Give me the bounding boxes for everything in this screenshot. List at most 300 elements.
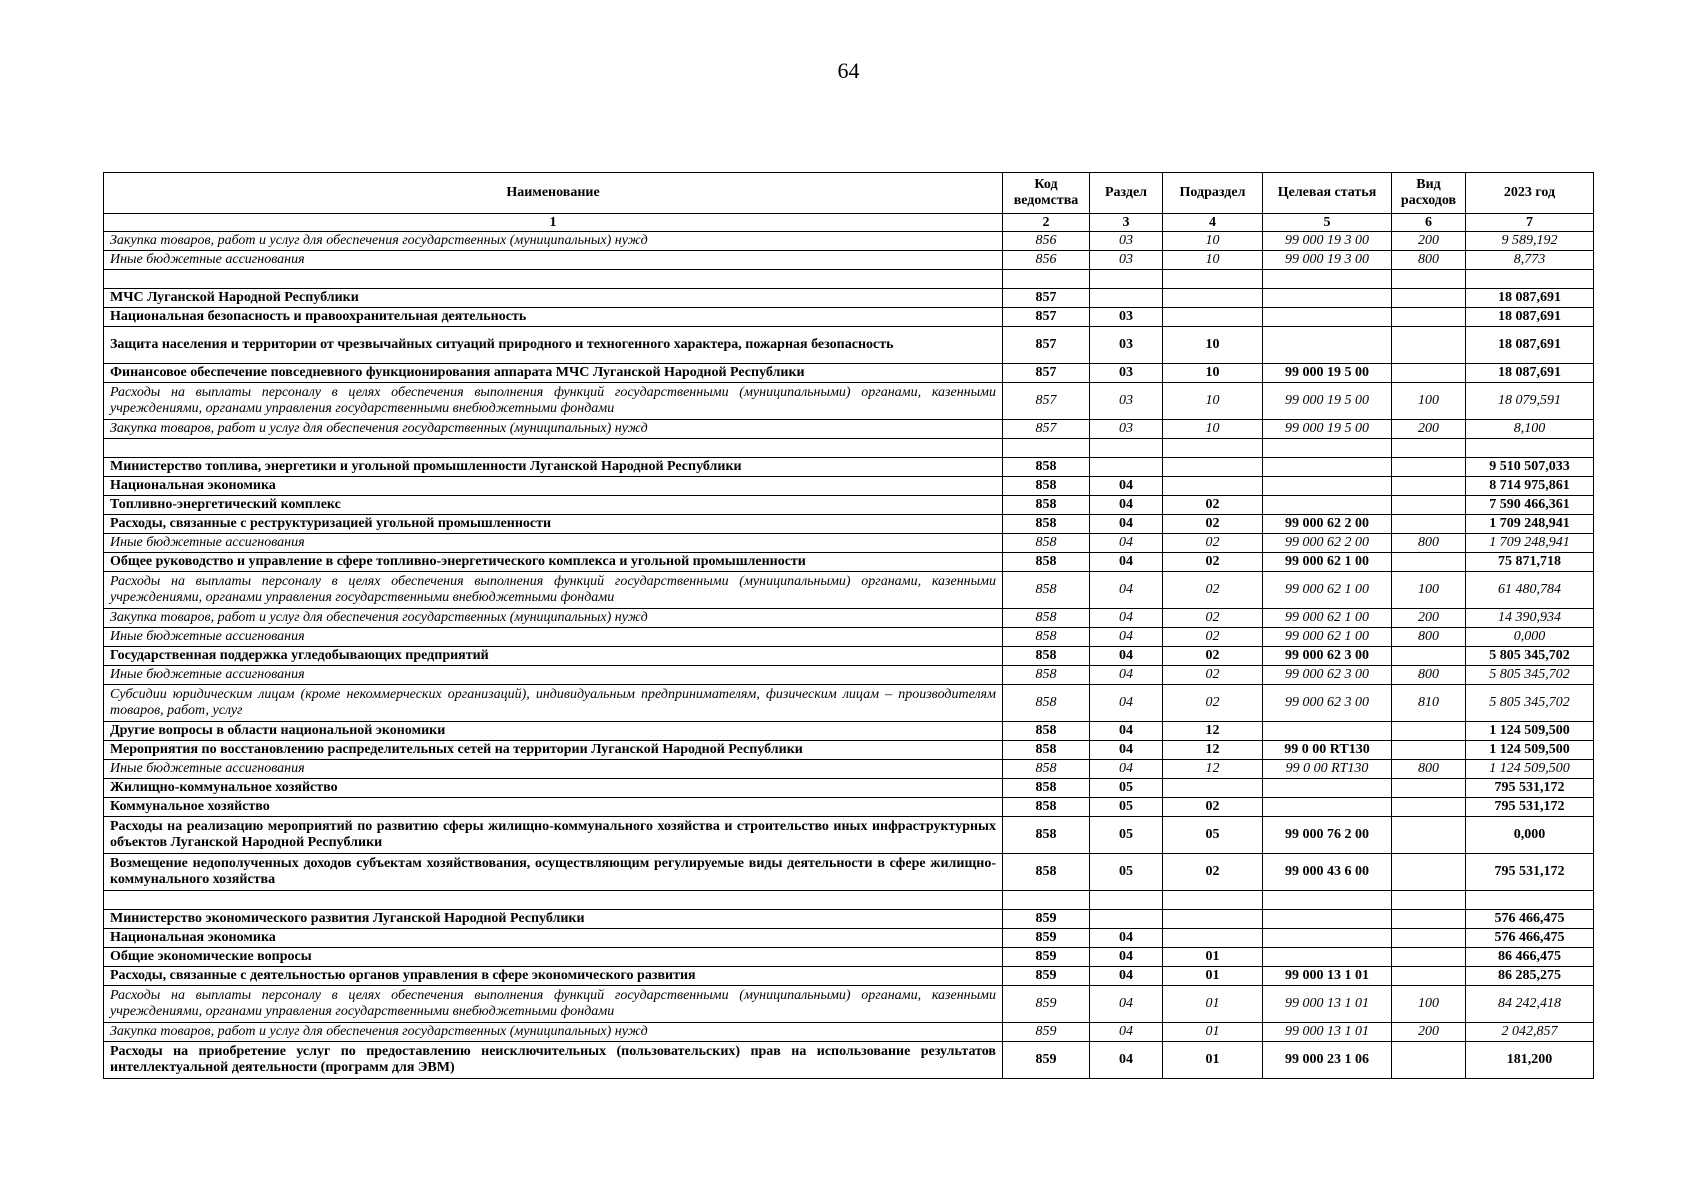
row-code: 857 — [1003, 383, 1090, 420]
row-amount: 9 510 507,033 — [1466, 458, 1594, 477]
row-target: 99 000 19 5 00 — [1263, 383, 1392, 420]
row-expense-type — [1392, 458, 1466, 477]
row-subsection: 10 — [1163, 232, 1263, 251]
row-code: 858 — [1003, 666, 1090, 685]
row-name: Закупка товаров, работ и услуг для обеспечения государственных (муниципальных) нужд — [104, 1023, 1003, 1042]
row-amount: 75 871,718 — [1466, 553, 1594, 572]
row-section: 04 — [1090, 685, 1163, 722]
row-section: 04 — [1090, 722, 1163, 741]
header-subsection: Подраздел — [1163, 173, 1263, 214]
row-target — [1263, 779, 1392, 798]
row-amount: 181,200 — [1466, 1042, 1594, 1079]
row-code: 858 — [1003, 647, 1090, 666]
row-target — [1263, 289, 1392, 308]
table-row — [104, 910, 1594, 929]
row-name: Иные бюджетные ассигнования — [104, 534, 1003, 553]
row-subsection: 02 — [1163, 515, 1263, 534]
row-code: 857 — [1003, 420, 1090, 439]
row-subsection: 01 — [1163, 948, 1263, 967]
row-name: Национальная экономика — [104, 477, 1003, 496]
row-name: Министерство топлива, энергетики и угольной промышленности Луганской Народной Республики — [104, 458, 1003, 477]
table-row — [104, 666, 1594, 685]
row-expense-type: 100 — [1392, 383, 1466, 420]
column-number: 3 — [1090, 214, 1163, 232]
row-expense-type — [1392, 515, 1466, 534]
row-name: Закупка товаров, работ и услуг для обеспечения государственных (муниципальных) нужд — [104, 609, 1003, 628]
row-subsection: 12 — [1163, 722, 1263, 741]
row-code: 858 — [1003, 741, 1090, 760]
row-subsection: 02 — [1163, 798, 1263, 817]
row-target: 99 000 62 2 00 — [1263, 515, 1392, 534]
row-amount: 7 590 466,361 — [1466, 496, 1594, 515]
row-amount — [1466, 891, 1594, 910]
row-expense-type — [1392, 967, 1466, 986]
row-section: 03 — [1090, 232, 1163, 251]
row-subsection: 02 — [1163, 572, 1263, 609]
row-subsection — [1163, 910, 1263, 929]
row-amount: 5 805 345,702 — [1466, 647, 1594, 666]
row-amount: 8,773 — [1466, 251, 1594, 270]
row-code: 856 — [1003, 251, 1090, 270]
row-amount: 5 805 345,702 — [1466, 666, 1594, 685]
column-number: 5 — [1263, 214, 1392, 232]
row-expense-type — [1392, 327, 1466, 364]
row-section — [1090, 439, 1163, 458]
row-section: 04 — [1090, 553, 1163, 572]
row-name: Национальная безопасность и правоохранительная деятельность — [104, 308, 1003, 327]
row-amount: 18 087,691 — [1466, 289, 1594, 308]
row-subsection: 02 — [1163, 647, 1263, 666]
row-section: 04 — [1090, 967, 1163, 986]
row-subsection: 02 — [1163, 628, 1263, 647]
row-section — [1090, 458, 1163, 477]
row-subsection: 02 — [1163, 534, 1263, 553]
row-name: Коммунальное хозяйство — [104, 798, 1003, 817]
row-name: Расходы на выплаты персоналу в целях обеспечения выполнения функций государственными (муниципальными) органами, казенными учреждениями, органами управления государственными внебюджетными фондами — [104, 572, 1003, 609]
row-expense-type — [1392, 798, 1466, 817]
row-expense-type: 810 — [1392, 685, 1466, 722]
row-amount: 18 087,691 — [1466, 327, 1594, 364]
row-expense-type: 200 — [1392, 1023, 1466, 1042]
table-row — [104, 364, 1594, 383]
row-expense-type — [1392, 891, 1466, 910]
row-expense-type: 800 — [1392, 666, 1466, 685]
row-subsection: 02 — [1163, 666, 1263, 685]
row-section: 04 — [1090, 760, 1163, 779]
row-subsection: 01 — [1163, 986, 1263, 1023]
row-amount: 8 714 975,861 — [1466, 477, 1594, 496]
row-code: 859 — [1003, 967, 1090, 986]
row-expense-type — [1392, 270, 1466, 289]
row-amount: 0,000 — [1466, 628, 1594, 647]
table-row — [104, 609, 1594, 628]
row-code: 858 — [1003, 854, 1090, 891]
row-subsection: 10 — [1163, 364, 1263, 383]
row-section: 05 — [1090, 817, 1163, 854]
row-section: 04 — [1090, 666, 1163, 685]
row-name: Защита населения и территории от чрезвычайных ситуаций природного и техногенного характера, пожарная безопасность — [104, 327, 1003, 364]
row-expense-type: 800 — [1392, 251, 1466, 270]
row-target — [1263, 722, 1392, 741]
row-amount: 18 079,591 — [1466, 383, 1594, 420]
row-section: 03 — [1090, 383, 1163, 420]
row-expense-type — [1392, 854, 1466, 891]
row-target — [1263, 948, 1392, 967]
row-amount: 795 531,172 — [1466, 854, 1594, 891]
row-target: 99 000 19 5 00 — [1263, 420, 1392, 439]
row-amount: 1 124 509,500 — [1466, 760, 1594, 779]
table-row — [104, 327, 1594, 364]
row-target: 99 000 62 3 00 — [1263, 647, 1392, 666]
row-target: 99 000 13 1 01 — [1263, 1023, 1392, 1042]
row-code: 859 — [1003, 929, 1090, 948]
column-number: 6 — [1392, 214, 1466, 232]
row-name: Расходы на выплаты персоналу в целях обеспечения выполнения функций государственными (муниципальными) органами, казенными учреждениями, органами управления государственными внебюджетными фондами — [104, 986, 1003, 1023]
row-section: 04 — [1090, 986, 1163, 1023]
row-section — [1090, 891, 1163, 910]
row-subsection: 01 — [1163, 1023, 1263, 1042]
row-amount: 14 390,934 — [1466, 609, 1594, 628]
row-target — [1263, 798, 1392, 817]
row-code: 858 — [1003, 628, 1090, 647]
row-expense-type — [1392, 308, 1466, 327]
table-row — [104, 628, 1594, 647]
table-row — [104, 647, 1594, 666]
row-amount: 1 124 509,500 — [1466, 722, 1594, 741]
row-expense-type: 200 — [1392, 232, 1466, 251]
row-section: 05 — [1090, 779, 1163, 798]
row-code: 858 — [1003, 477, 1090, 496]
header-section: Раздел — [1090, 173, 1163, 214]
column-number: 4 — [1163, 214, 1263, 232]
row-expense-type: 100 — [1392, 572, 1466, 609]
table-row — [104, 534, 1594, 553]
row-name — [104, 439, 1003, 458]
header-code: Код ведомства — [1003, 173, 1090, 214]
table-row — [104, 289, 1594, 308]
row-expense-type: 800 — [1392, 534, 1466, 553]
row-expense-type — [1392, 779, 1466, 798]
row-code: 858 — [1003, 817, 1090, 854]
row-amount: 1 709 248,941 — [1466, 534, 1594, 553]
row-code: 859 — [1003, 910, 1090, 929]
table-row — [104, 420, 1594, 439]
budget-table — [103, 172, 1594, 1079]
table-row — [104, 477, 1594, 496]
row-code: 858 — [1003, 458, 1090, 477]
row-amount: 84 242,418 — [1466, 986, 1594, 1023]
header-expense-type: Вид расходов — [1392, 173, 1466, 214]
row-amount: 795 531,172 — [1466, 798, 1594, 817]
row-target: 99 000 62 3 00 — [1263, 666, 1392, 685]
table-row — [104, 722, 1594, 741]
row-subsection — [1163, 308, 1263, 327]
column-number: 1 — [104, 214, 1003, 232]
row-code: 859 — [1003, 1023, 1090, 1042]
row-amount: 18 087,691 — [1466, 364, 1594, 383]
row-subsection: 01 — [1163, 967, 1263, 986]
row-name: Иные бюджетные ассигнования — [104, 760, 1003, 779]
row-section: 04 — [1090, 1042, 1163, 1079]
row-target: 99 000 62 1 00 — [1263, 572, 1392, 609]
row-amount: 61 480,784 — [1466, 572, 1594, 609]
row-subsection — [1163, 929, 1263, 948]
row-name: Топливно-энергетический комплекс — [104, 496, 1003, 515]
row-amount: 795 531,172 — [1466, 779, 1594, 798]
row-target — [1263, 929, 1392, 948]
table-row — [104, 383, 1594, 420]
table-row — [104, 929, 1594, 948]
row-subsection: 05 — [1163, 817, 1263, 854]
table-row — [104, 817, 1594, 854]
row-section: 04 — [1090, 496, 1163, 515]
row-expense-type — [1392, 817, 1466, 854]
row-name: Жилищно-коммунальное хозяйство — [104, 779, 1003, 798]
row-subsection: 02 — [1163, 609, 1263, 628]
table-row — [104, 948, 1594, 967]
row-target — [1263, 439, 1392, 458]
row-amount: 18 087,691 — [1466, 308, 1594, 327]
table-row — [104, 1023, 1594, 1042]
row-section: 04 — [1090, 515, 1163, 534]
row-subsection: 12 — [1163, 760, 1263, 779]
table-row — [104, 685, 1594, 722]
row-section: 04 — [1090, 572, 1163, 609]
row-section: 04 — [1090, 741, 1163, 760]
row-section: 04 — [1090, 477, 1163, 496]
row-subsection — [1163, 779, 1263, 798]
table-row — [104, 779, 1594, 798]
row-target — [1263, 910, 1392, 929]
row-expense-type — [1392, 741, 1466, 760]
row-expense-type — [1392, 477, 1466, 496]
row-subsection: 02 — [1163, 553, 1263, 572]
row-expense-type: 200 — [1392, 420, 1466, 439]
row-subsection: 12 — [1163, 741, 1263, 760]
row-amount: 2 042,857 — [1466, 1023, 1594, 1042]
table-row — [104, 458, 1594, 477]
row-section: 03 — [1090, 308, 1163, 327]
row-subsection: 02 — [1163, 496, 1263, 515]
row-target — [1263, 496, 1392, 515]
row-target: 99 000 76 2 00 — [1263, 817, 1392, 854]
row-name: Расходы, связанные с деятельностью органов управления в сфере экономического развития — [104, 967, 1003, 986]
row-code — [1003, 270, 1090, 289]
row-section: 05 — [1090, 854, 1163, 891]
row-target — [1263, 270, 1392, 289]
row-amount: 1 124 509,500 — [1466, 741, 1594, 760]
row-expense-type — [1392, 910, 1466, 929]
row-subsection: 01 — [1163, 1042, 1263, 1079]
row-name: Субсидии юридическим лицам (кроме некоммерческих организаций), индивидуальным предпринимателям, физическим лицам – производителям товаров, работ, услуг — [104, 685, 1003, 722]
row-section: 04 — [1090, 948, 1163, 967]
row-code: 858 — [1003, 572, 1090, 609]
row-subsection — [1163, 458, 1263, 477]
row-name: Расходы на реализацию мероприятий по развитию сферы жилищно-коммунального хозяйства и строительство иных инфраструктурных объектов Луганской Народной Республики — [104, 817, 1003, 854]
row-name: Иные бюджетные ассигнования — [104, 628, 1003, 647]
row-target: 99 000 19 3 00 — [1263, 251, 1392, 270]
row-name: Мероприятия по восстановлению распределительных сетей на территории Луганской Народной Республики — [104, 741, 1003, 760]
table-row — [104, 553, 1594, 572]
row-expense-type — [1392, 289, 1466, 308]
row-section — [1090, 270, 1163, 289]
row-expense-type — [1392, 496, 1466, 515]
row-subsection — [1163, 891, 1263, 910]
row-code — [1003, 439, 1090, 458]
row-name — [104, 270, 1003, 289]
table-row — [104, 496, 1594, 515]
row-subsection: 10 — [1163, 420, 1263, 439]
table-row — [104, 986, 1594, 1023]
row-name: Расходы на приобретение услуг по предоставлению неисключительных (пользовательских) прав на использование результатов интеллектуальной деятельности (программ для ЭВМ) — [104, 1042, 1003, 1079]
row-code: 859 — [1003, 948, 1090, 967]
row-code: 859 — [1003, 986, 1090, 1023]
row-section: 03 — [1090, 364, 1163, 383]
row-amount: 576 466,475 — [1466, 929, 1594, 948]
row-amount: 9 589,192 — [1466, 232, 1594, 251]
table-row — [104, 854, 1594, 891]
row-name: Расходы на выплаты персоналу в целях обеспечения выполнения функций государственными (муниципальными) органами, казенными учреждениями, органами управления государственными внебюджетными фондами — [104, 383, 1003, 420]
row-section: 04 — [1090, 609, 1163, 628]
row-name: Закупка товаров, работ и услуг для обеспечения государственных (муниципальных) нужд — [104, 420, 1003, 439]
row-code: 857 — [1003, 327, 1090, 364]
row-section — [1090, 289, 1163, 308]
row-name: Закупка товаров, работ и услуг для обеспечения государственных (муниципальных) нужд — [104, 232, 1003, 251]
row-target: 99 000 19 5 00 — [1263, 364, 1392, 383]
row-subsection — [1163, 289, 1263, 308]
row-target: 99 000 19 3 00 — [1263, 232, 1392, 251]
row-name: Другие вопросы в области национальной экономики — [104, 722, 1003, 741]
row-target — [1263, 458, 1392, 477]
table-spacer-row — [104, 439, 1594, 458]
row-target — [1263, 327, 1392, 364]
row-code: 858 — [1003, 760, 1090, 779]
row-section: 03 — [1090, 327, 1163, 364]
row-target: 99 000 62 3 00 — [1263, 685, 1392, 722]
row-section: 04 — [1090, 628, 1163, 647]
table-row — [104, 1042, 1594, 1079]
row-code: 858 — [1003, 685, 1090, 722]
table-header — [104, 173, 1594, 232]
row-code: 858 — [1003, 496, 1090, 515]
column-number: 2 — [1003, 214, 1090, 232]
row-expense-type — [1392, 439, 1466, 458]
row-subsection — [1163, 439, 1263, 458]
table-row — [104, 232, 1594, 251]
row-target: 99 000 62 1 00 — [1263, 553, 1392, 572]
row-target — [1263, 477, 1392, 496]
header-target: Целевая статья — [1263, 173, 1392, 214]
row-target: 99 0 00 RT130 — [1263, 760, 1392, 779]
header-year: 2023 год — [1466, 173, 1594, 214]
row-name: Общие экономические вопросы — [104, 948, 1003, 967]
table-row — [104, 798, 1594, 817]
row-amount: 86 466,475 — [1466, 948, 1594, 967]
page-number: 64 — [837, 58, 860, 83]
row-code: 858 — [1003, 798, 1090, 817]
row-code: 858 — [1003, 609, 1090, 628]
row-section: 04 — [1090, 647, 1163, 666]
row-section: 04 — [1090, 929, 1163, 948]
row-expense-type: 200 — [1392, 609, 1466, 628]
row-target: 99 0 00 RT130 — [1263, 741, 1392, 760]
row-target: 99 000 62 1 00 — [1263, 628, 1392, 647]
row-subsection — [1163, 270, 1263, 289]
table-row — [104, 741, 1594, 760]
row-expense-type — [1392, 647, 1466, 666]
row-target: 99 000 43 6 00 — [1263, 854, 1392, 891]
column-numbers-row — [104, 214, 1594, 232]
row-subsection: 10 — [1163, 251, 1263, 270]
row-amount: 86 285,275 — [1466, 967, 1594, 986]
row-subsection: 10 — [1163, 383, 1263, 420]
row-subsection: 10 — [1163, 327, 1263, 364]
row-target — [1263, 308, 1392, 327]
row-section: 03 — [1090, 420, 1163, 439]
row-target — [1263, 891, 1392, 910]
header-name: Наименование — [104, 173, 1003, 214]
row-code: 857 — [1003, 308, 1090, 327]
table-spacer-row — [104, 270, 1594, 289]
table-spacer-row — [104, 891, 1594, 910]
row-name: Иные бюджетные ассигнования — [104, 251, 1003, 270]
row-amount: 1 709 248,941 — [1466, 515, 1594, 534]
row-code: 858 — [1003, 779, 1090, 798]
row-amount — [1466, 270, 1594, 289]
row-expense-type — [1392, 948, 1466, 967]
row-section — [1090, 910, 1163, 929]
row-section: 03 — [1090, 251, 1163, 270]
row-amount: 0,000 — [1466, 817, 1594, 854]
row-code: 857 — [1003, 364, 1090, 383]
row-name: Финансовое обеспечение повседневного функционирования аппарата МЧС Луганской Народной Республики — [104, 364, 1003, 383]
row-code: 858 — [1003, 534, 1090, 553]
row-target: 99 000 62 1 00 — [1263, 609, 1392, 628]
row-code: 858 — [1003, 722, 1090, 741]
row-name: Государственная поддержка угледобывающих предприятий — [104, 647, 1003, 666]
row-expense-type — [1392, 553, 1466, 572]
row-name: МЧС Луганской Народной Республики — [104, 289, 1003, 308]
row-code: 858 — [1003, 515, 1090, 534]
row-code — [1003, 891, 1090, 910]
row-expense-type — [1392, 722, 1466, 741]
table-row — [104, 515, 1594, 534]
row-target: 99 000 13 1 01 — [1263, 967, 1392, 986]
row-subsection: 02 — [1163, 685, 1263, 722]
row-amount: 8,100 — [1466, 420, 1594, 439]
row-subsection — [1163, 477, 1263, 496]
table-row — [104, 760, 1594, 779]
row-expense-type — [1392, 364, 1466, 383]
table-body — [104, 232, 1594, 1079]
table-row — [104, 967, 1594, 986]
row-code: 857 — [1003, 289, 1090, 308]
row-code: 858 — [1003, 553, 1090, 572]
row-section: 04 — [1090, 1023, 1163, 1042]
row-expense-type: 100 — [1392, 986, 1466, 1023]
table-row — [104, 572, 1594, 609]
row-amount: 576 466,475 — [1466, 910, 1594, 929]
row-subsection: 02 — [1163, 854, 1263, 891]
row-name: Иные бюджетные ассигнования — [104, 666, 1003, 685]
row-name: Министерство экономического развития Луганской Народной Республики — [104, 910, 1003, 929]
row-expense-type: 800 — [1392, 628, 1466, 647]
row-section: 05 — [1090, 798, 1163, 817]
row-name: Расходы, связанные с реструктуризацией угольной промышленности — [104, 515, 1003, 534]
row-expense-type — [1392, 929, 1466, 948]
row-code: 859 — [1003, 1042, 1090, 1079]
row-target: 99 000 23 1 06 — [1263, 1042, 1392, 1079]
